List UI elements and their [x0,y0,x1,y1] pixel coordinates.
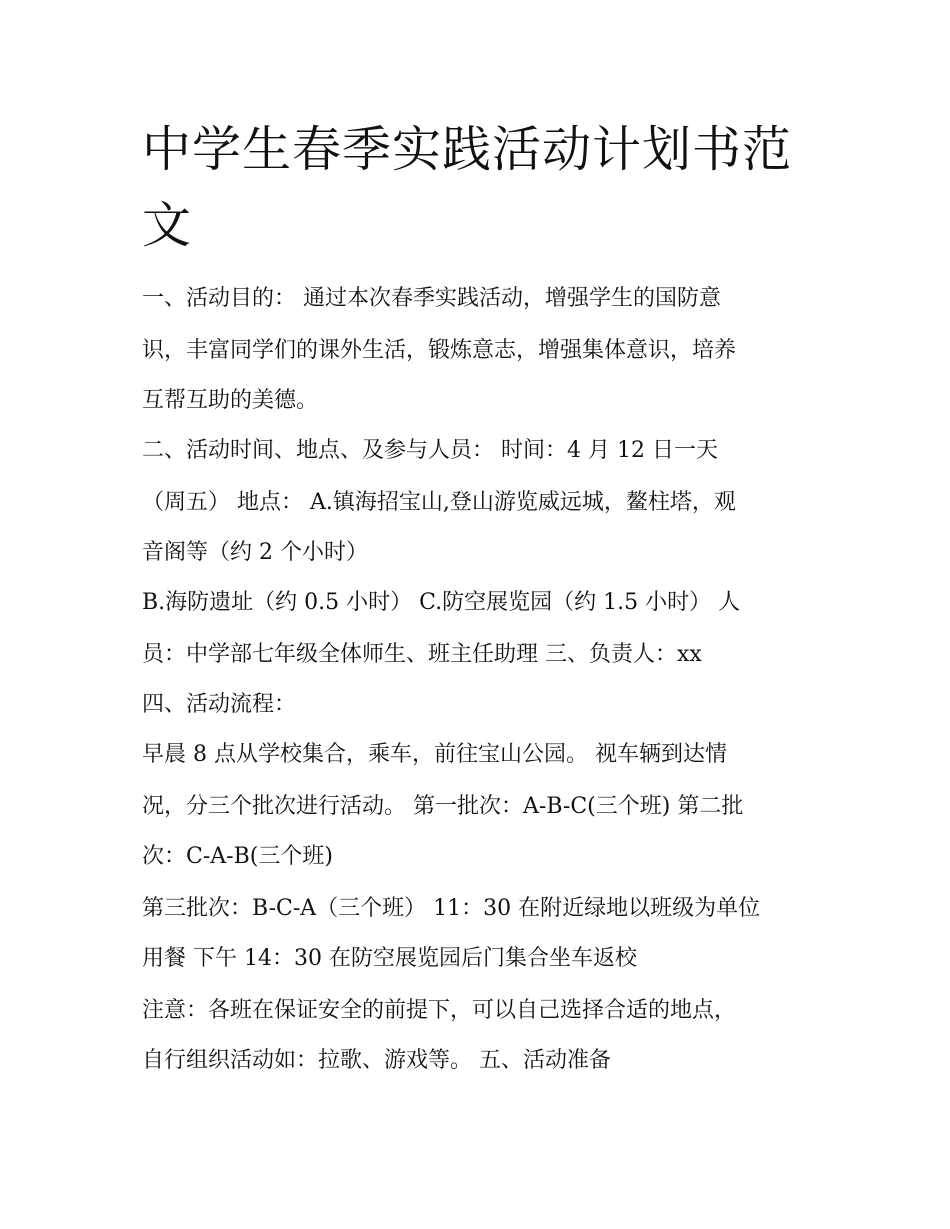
body-line: 次：C-A-B(三个班) [142,844,333,869]
body-line: 用餐 下午 14：30 在防空展览园后门集合坐车返校 [142,946,637,971]
body-line: 自行组织活动如：拉歌、游戏等。 五、活动准备 [142,1048,611,1073]
body-line: （周五） 地点： A.镇海招宝山,登山游览威远城，鳌柱塔，观 [142,490,736,515]
title-line: 中学生春季实践活动计划书范 [142,121,793,178]
body-line: 互帮互助的美德。 [142,388,319,413]
body-line: B.海防遗址（约 0.5 小时） C.防空展览园（约 1.5 小时） 人 [142,590,741,615]
body-line: 一、活动目的： 通过本次春季实践活动，增强学生的国防意 [142,286,721,311]
title-line: 文 [142,197,193,254]
body-line: 况，分三个批次进行活动。 第一批次：A-B-C(三个班) 第二批 [142,794,744,819]
body-line: 注意：各班在保证安全的前提下，可以自己选择合适的地点， [142,998,737,1023]
body-line: 识，丰富同学们的课外生活，锻炼意志，增强集体意识，培养 [142,338,737,363]
body-line: 早晨 8 点从学校集合，乘车，前往宝山公园。 视车辆到达情 [142,742,727,767]
body-line: 第三批次：B-C-A（三个班） 11：30 在附近绿地以班级为单位 [142,896,761,921]
body-line: 二、活动时间、地点、及参与人员： 时间：4 月 12 日一天 [142,438,718,463]
body-line: 四、活动流程： [142,692,297,717]
body-line: 音阁等（约 2 个小时） [142,540,368,565]
body-line: 员：中学部七年级全体师生、班主任助理 三、负责人：xx [142,642,702,667]
document-title [142,112,822,264]
